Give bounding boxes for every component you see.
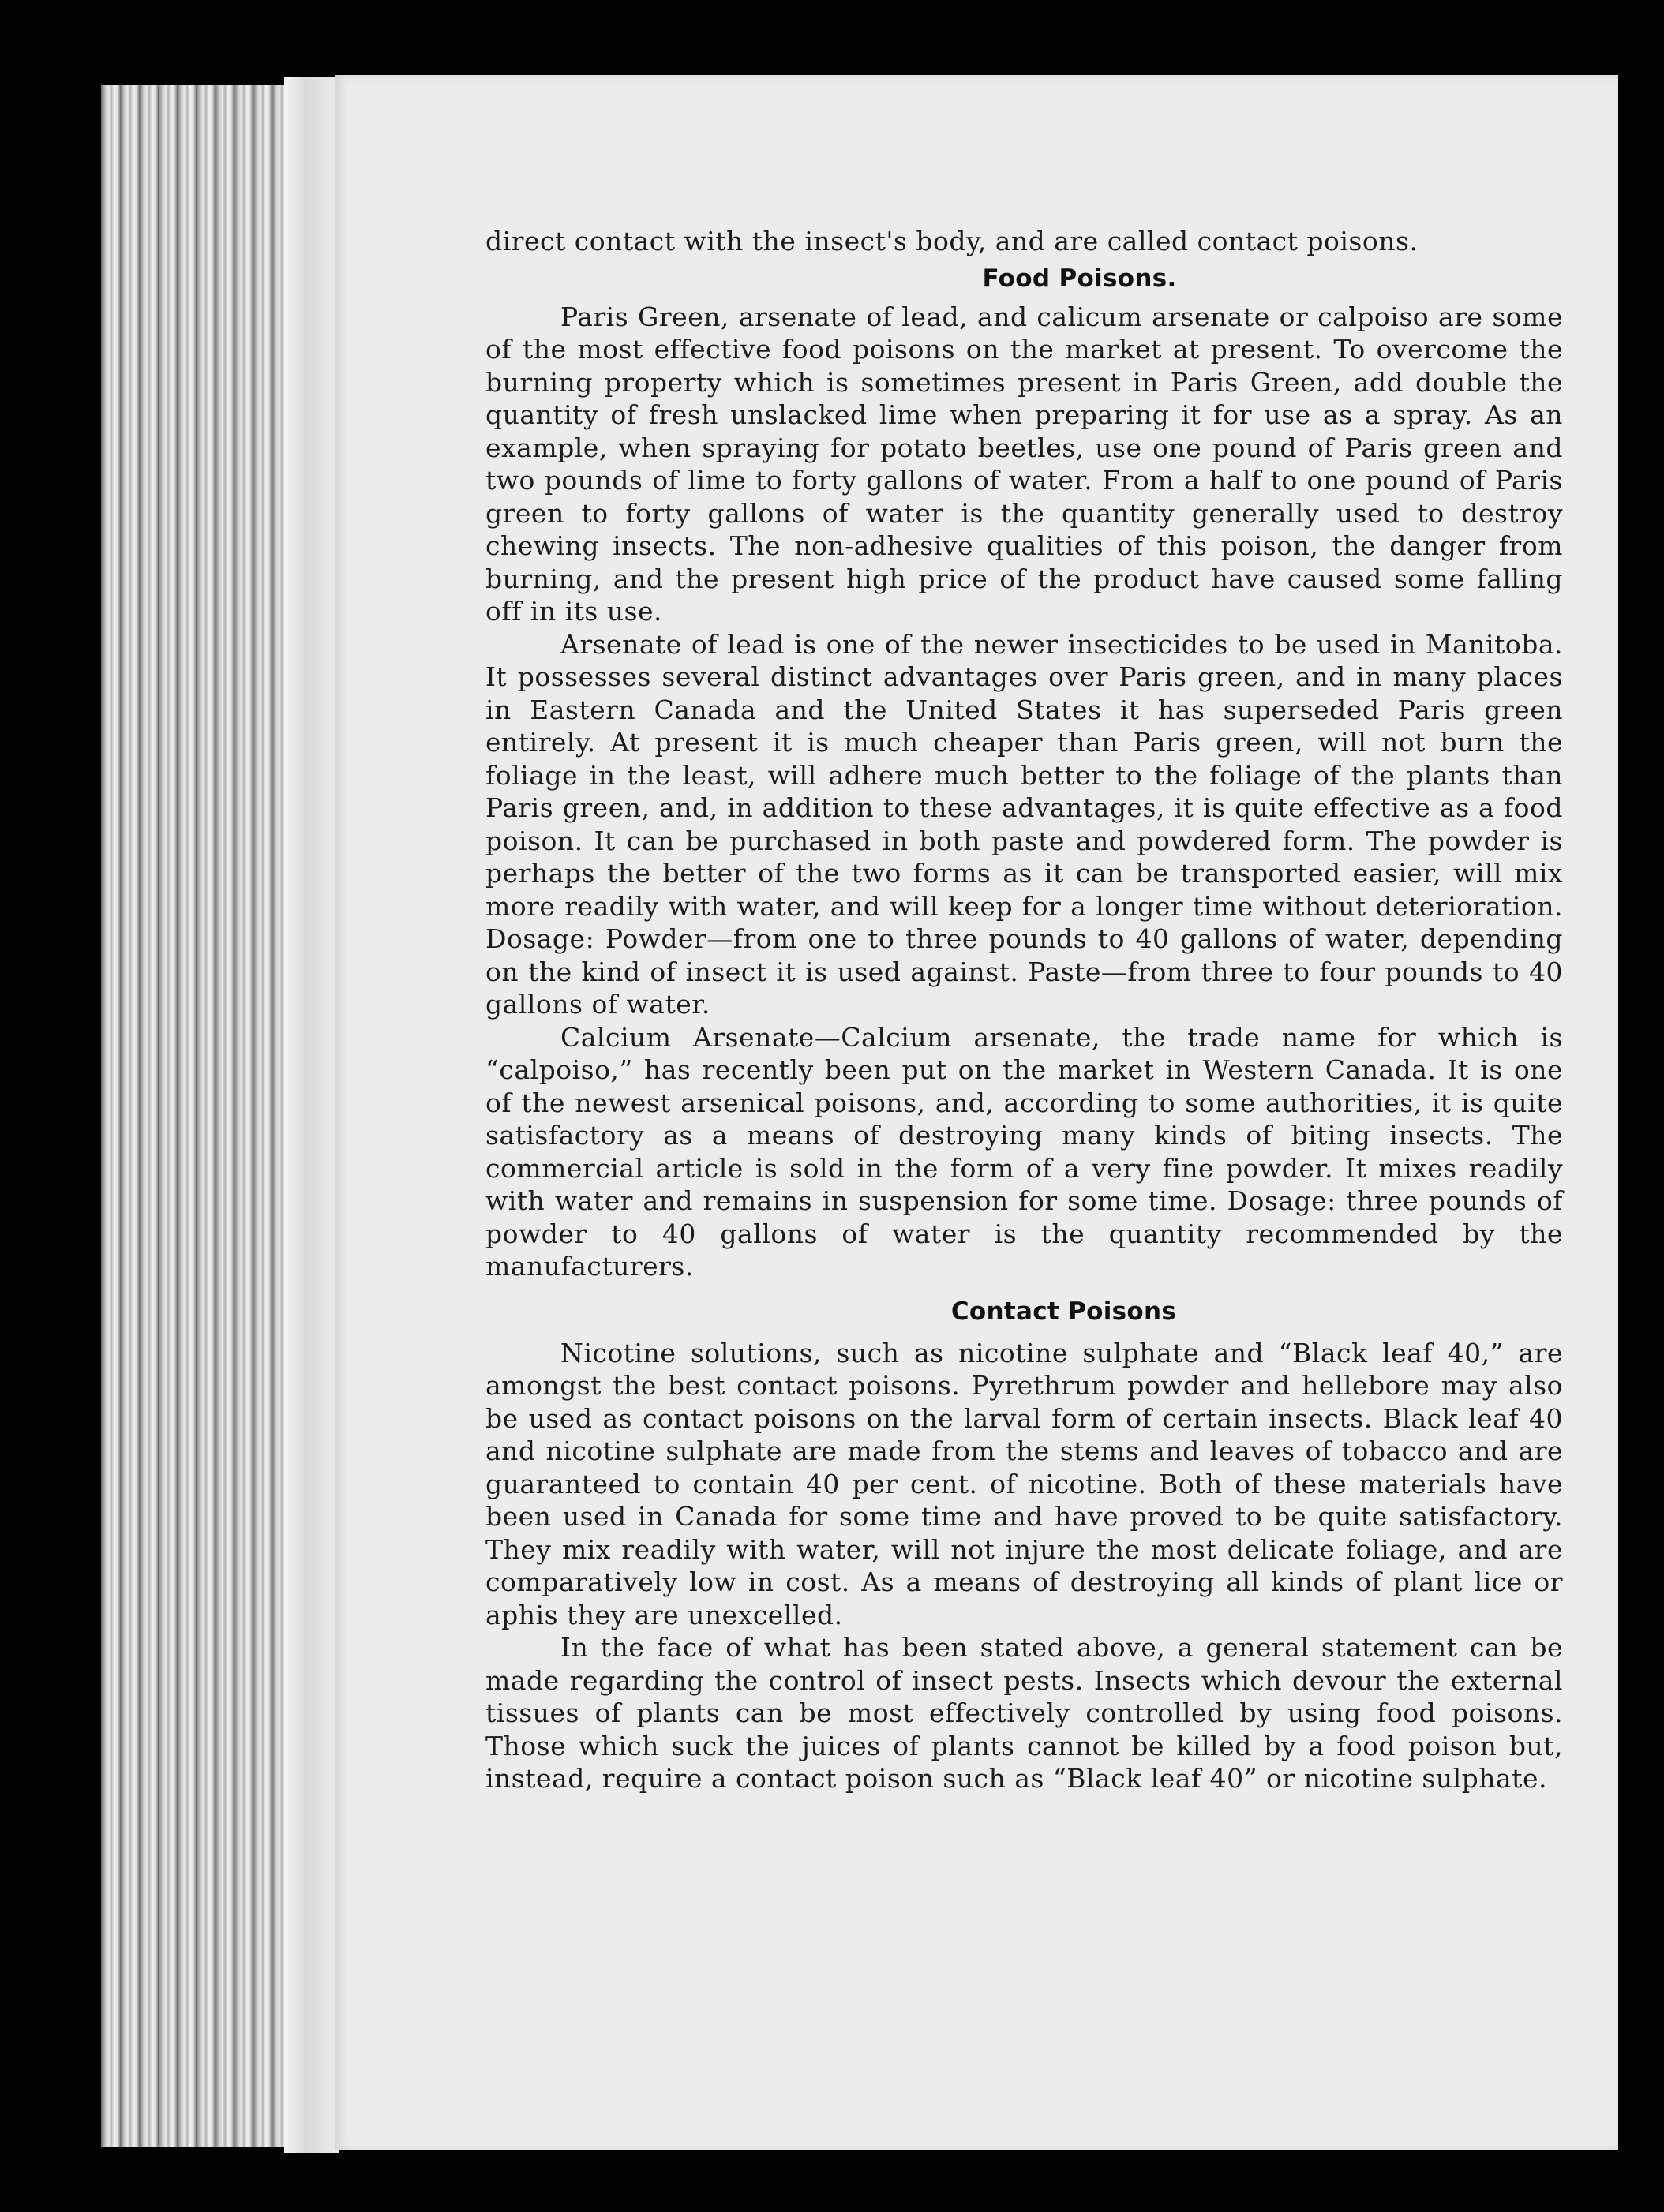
paragraph-arsenate-of-lead: Arsenate of lead is one of the newer insecticides to be used in Manitoba. It possesses several distinct advantages over Paris green, and in many places in Eastern Canada and the United States it has superseded Paris green entirely. At present it is much cheaper than Paris green, will not burn the foliage in the least, will adhere much better to the foliage of the plants than Paris green, and, in addition to these advantages, it is quite effective as a food poison. It can be purchased in both paste and powdered form. The powder is perhaps the better of the two forms as it can be transported easier, will mix more readily with water, and will keep for a longer time without deterioration. Dosage: Powder—from one to three pounds to 40 gallons of water, depending on the kind of insect it is used against. Paste—from three to four pounds to 40 gallons of water.: [485, 628, 1563, 1020]
continued-paragraph: direct contact with the insect's body, and are called contact poisons.: [485, 226, 1419, 256]
section-heading-food-poisons: Food Poisons.: [982, 264, 1177, 293]
paragraph-general-statement: In the face of what has been stated above, a general statement can be made regarding the control of insect pests. Insects which devour the external tissues of plants can be most effectively controlled by using food poisons. Those which suck the juices of plants cannot be killed by a food poison but, instead, require a contact poison such as “Black leaf 40” or nicotine sulphate.: [485, 1632, 1563, 1794]
book-spine: [284, 77, 339, 2153]
page-text: [485, 225, 1563, 1795]
paragraph-calcium-arsenate: Calcium Arsenate—Calcium arsenate, the trade name for which is “calpoiso,” has recently been put on the market in Western Canada. It is one of the newest arsenical poisons, and, according to some authorities, it is quite satisfactory as a means of destroying many kinds of biting insects. The commercial article is sold in the form of a very fine powder. It mixes readily with water and remains in suspension for some time. Dosage: three pounds of powder to 40 gallons of water is the quantity recommended by the manufacturers.: [485, 1021, 1563, 1282]
paragraph-nicotine-solutions: Nicotine solutions, such as nicotine sulphate and “Black leaf 40,” are amongst the best contact poisons. Pyrethrum powder and hellebore may also be used as contact poisons on the larval form of certain insects. Black leaf 40 and nicotine sulphate are made from the stems and leaves of tobacco and are guaranteed to contain 40 per cent. of nicotine. Both of these materials have been used in Canada for some time and have proved to be quite satisfactory. They mix readily with water, will not injure the most delicate foliage, and are comparatively low in cost. As a means of destroying all kinds of plant lice or aphis they are unexcelled.: [485, 1337, 1563, 1630]
book-page: [335, 75, 1618, 2150]
paragraph-paris-green: Paris Green, arsenate of lead, and calicum arsenate or calpoiso are some of the most effective food poisons on the market at present. To overcome the burning property which is sometimes present in Paris Green, add double the quantity of fresh unslacked lime when preparing it for use as a spray. As an example, when spraying for potato beetles, use one pound of Paris green and two pounds of lime to forty gallons of water. From a half to one pound of Paris green to forty gallons of water is the quantity generally used to destroy chewing insects. The non-adhesive qualities of this poison, the danger from burning, and the present high price of the product have caused some falling off in its use.: [485, 301, 1563, 627]
section-heading-contact-poisons: Contact Poisons: [950, 1297, 1177, 1326]
